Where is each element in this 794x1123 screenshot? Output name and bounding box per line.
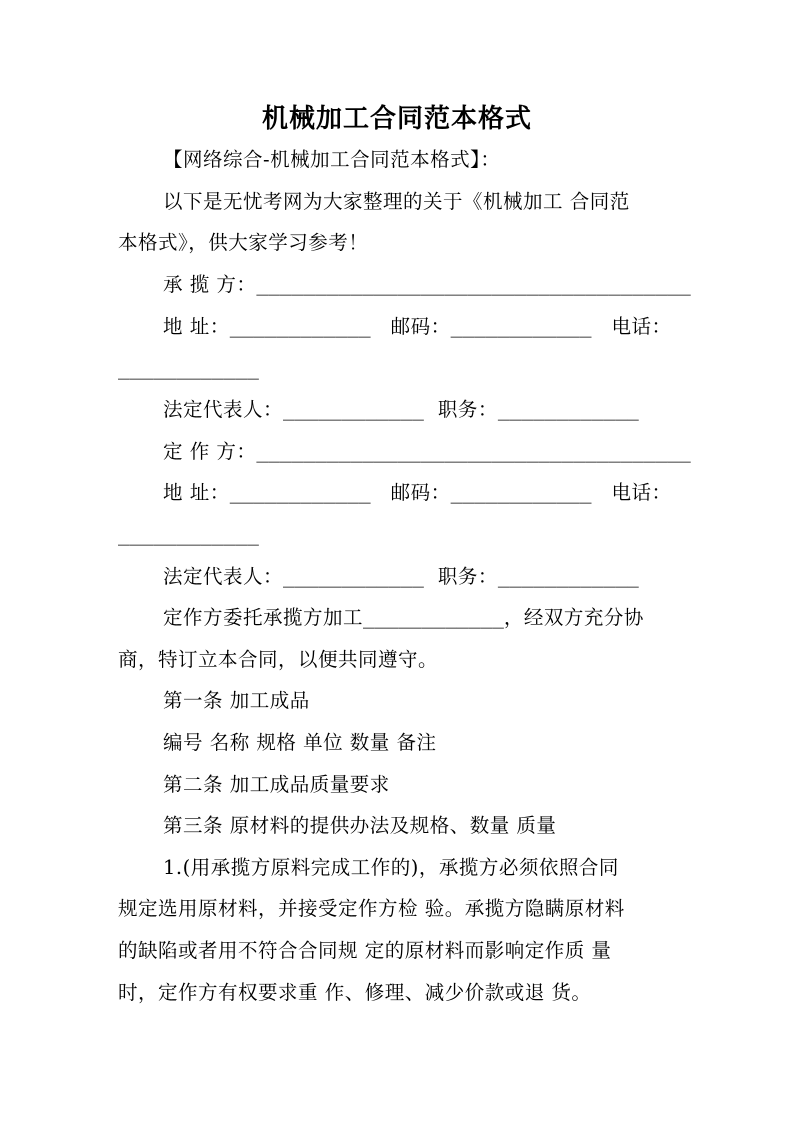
contractor-party-blank[interactable]: _____________________________________ [256, 273, 691, 296]
contractor-party-label: 承 揽 方： [163, 273, 257, 296]
contractor-address-label: 地 址： [163, 315, 230, 338]
article-2-heading: 第二条 加工成品质量要求 [163, 773, 390, 796]
commission-blank[interactable]: ____________ [363, 606, 504, 629]
contractor-phone-label: 电话： [611, 315, 672, 338]
product-columns: 编号 名称 规格 单位 数量 备注 [163, 731, 437, 754]
client-party-blank[interactable]: _____________________________________ [256, 440, 691, 463]
client-phone-label: 电话： [611, 481, 672, 504]
client-rep-line [163, 565, 639, 589]
contractor-address-blank[interactable]: ____________ [229, 315, 371, 338]
contractor-rep-blank[interactable]: ____________ [283, 398, 424, 421]
intro-line-1: 以下是无忧考网为大家整理的关于《机械加工 合同范 [163, 190, 630, 213]
client-phone-blank[interactable]: ____________ [118, 523, 259, 546]
client-party-label: 定 作 方： [163, 440, 257, 463]
clause-1-line-2: 规定选用原材料，并接受定作方检 验。承揽方隐瞒原材料 [118, 897, 625, 920]
contractor-address-line [163, 315, 672, 339]
contractor-position-label: 职务： [437, 398, 498, 421]
clause-1-line-3: 的缺陷或者用不符合合同规 定的原材料而影响定作质 量 [118, 939, 612, 962]
clause-1-line-4: 时，定作方有权要求重 作、修理、减少价款或退 货。 [118, 981, 592, 1004]
client-postcode-blank[interactable]: ____________ [450, 481, 592, 504]
client-party-line [163, 440, 691, 464]
contractor-party-line [163, 273, 691, 297]
contractor-postcode-label: 邮码： [390, 315, 451, 338]
document-title: 机械加工合同范本格式 [261, 104, 532, 134]
commission-part-2: ，经双方充分协 [503, 606, 644, 629]
contractor-rep-label: 法定代表人： [163, 398, 284, 421]
commission-line-1 [163, 606, 644, 630]
intro-heading: 【网络综合-机械加工合同范本格式】： [163, 148, 501, 171]
client-rep-blank[interactable]: ____________ [283, 565, 424, 588]
intro-line-2: 本格式》，供大家学习参考！ [118, 231, 369, 254]
client-address-line [163, 481, 672, 505]
clause-1-line-1: 1.(用承揽方原料完成工作的)，承揽方必须依照合同 [163, 856, 619, 879]
client-position-label: 职务： [437, 565, 498, 588]
client-postcode-label: 邮码： [390, 481, 451, 504]
client-address-label: 地 址： [163, 481, 230, 504]
contractor-position-blank[interactable]: ____________ [497, 398, 639, 421]
commission-part-1: 定作方委托承揽方加工 [163, 606, 364, 629]
contractor-rep-line [163, 398, 639, 422]
article-1-heading: 第一条 加工成品 [163, 689, 310, 712]
contractor-postcode-blank[interactable]: ____________ [450, 315, 592, 338]
commission-line-2: 商，特订立本合同，以便共同遵守。 [118, 648, 439, 671]
client-rep-label: 法定代表人： [163, 565, 284, 588]
client-address-blank[interactable]: ____________ [229, 481, 371, 504]
client-position-blank[interactable]: ____________ [497, 565, 639, 588]
contractor-phone-blank[interactable]: ____________ [118, 357, 259, 380]
article-3-heading: 第三条 原材料的提供办法及规格、数量 质量 [163, 814, 557, 837]
